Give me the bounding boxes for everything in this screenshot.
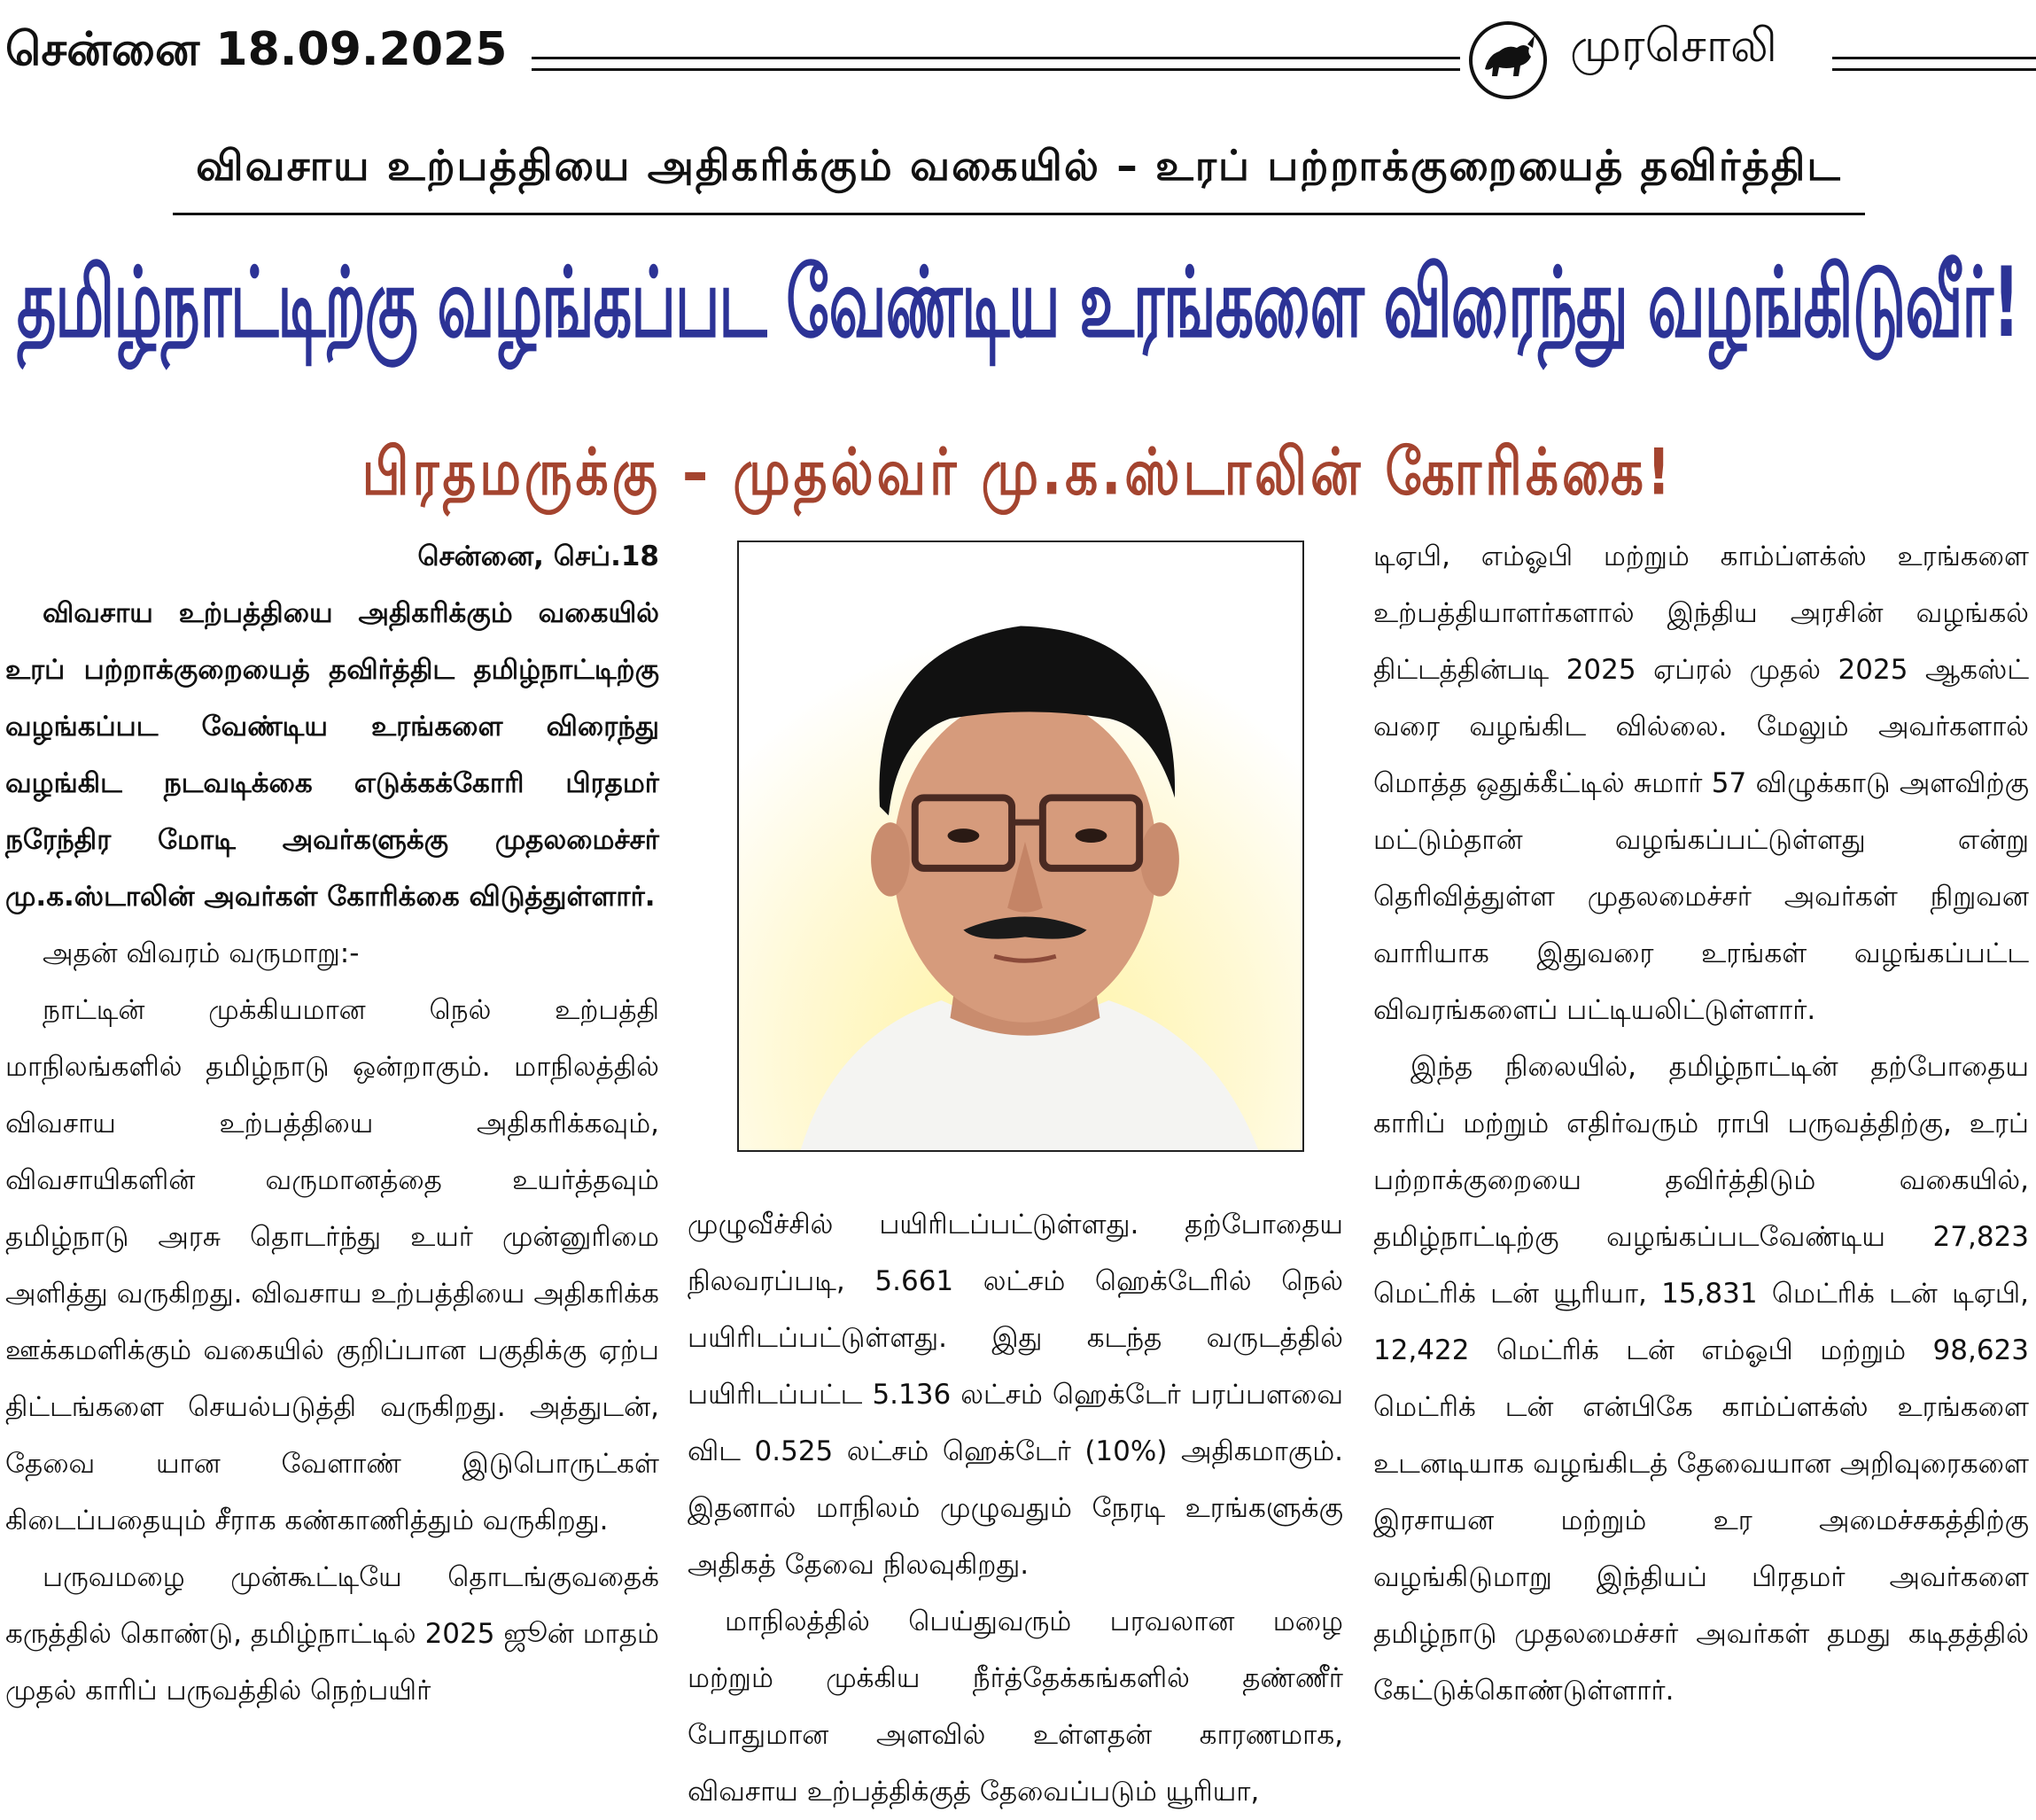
body-paragraph: நாட்டின் முக்கியமான நெல் உற்பத்தி மாநிலங்களில் தமிழ்நாடு ஒன்றாகும். மாநிலத்தில் விவசாய உற்பத்தியை அதிகரிக்கவும், விவசாயிகளின் வருமானத்தை உயர்த்தவும் தமிழ்நாடு அரசு தொடர்ந்து உயர் முன்னுரிமை அளித்து வருகிறது. விவசாய உற்பத்தியை அதிகரிக்க ஊக்கமளிக்கும் வகையில் குறிப்பான பகுதிக்கு ஏற்ப திட்டங்களை செயல்படுத்தி வருகிறது. அத்துடன், தேவை யான வேளாண் இடுபொருட்கள் கிடைப்பதையும் சீராக கண்காணித்தும் வருகிறது. — [5, 994, 659, 1536]
newspaper-name: முரசொலி — [1570, 19, 1777, 73]
article-column-left — [5, 528, 659, 1719]
body-paragraph: முழுவீச்சில் பயிரிடப்பட்டுள்ளது. தற்போதைய நிலவரப்படி, 5.661 லட்சம் ஹெக்டேரில் நெல் பயிரிடப்பட்டுள்ளது. இது கடந்த வருடத்தில் பயிரிடப்பட்ட 5.136 லட்சம் ஹெக்டேர் பரப்பளவை விட 0.525 லட்சம் ஹெக்டேர் (10%) அதிகமாகும். இதனால் மாநிலம் முழுவதும் நேரடி உரங்களுக்கு அதிகத் தேவை நிலவுகிறது. — [688, 1209, 1343, 1581]
body-paragraph: இந்த நிலையில், தமிழ்நாட்டின் தற்போதைய காரிப் மற்றும் எதிர்வரும் ராபி பருவத்திற்கு, உரப் பற்றாக்குறையை தவிர்த்திடும் வகையில், தமிழ்நாட்டிற்கு வழங்கப்படவேண்டிய 27,823 மெட்ரிக் டன் யூரியா, 15,831 மெட்ரிக் டன் டிஏபி, 12,422 மெட்ரிக் டன் எம்ஓபி மற்றும் 98,623 மெட்ரிக் டன் என்பிகே காம்ப்ளக்ஸ் உரங்களை உடனடியாக வழங்கிடத் தேவையான அறிவுரைகளை இரசாயன மற்றும் உர அமைச்சகத்திற்கு வழங்கிடுமாறு இந்தியப் பிரதமர் அவர்களை தமிழ்நாடு முதலமைச்சர் அவர்கள் தமது கடிதத்தில் கேட்டுக்கொண்டுள்ளார். — [1373, 1051, 2029, 1707]
lead-paragraph: விவசாய உற்பத்தியை அதிகரிக்கும் வகையில் உரப் பற்றாக்குறையைத் தவிர்த்திட தமிழ்நாட்டிற்கு வழங்கப்பட வேண்டிய உரங்களை விரைந்து வழங்கிட நடவடிக்கை எடுக்கக்கோரி பிரதமர் நரேந்திர மோடி அவர்களுக்கு முதலமைச்சர் மு.க.ஸ்டாலின் அவர்கள் கோரிக்கை விடுத்துள்ளார். — [5, 597, 659, 913]
masthead-rule-right — [1832, 57, 2036, 71]
portrait-photo-icon — [737, 541, 1304, 1152]
body-paragraph: டிஏபி, எம்ஓபி மற்றும் காம்ப்ளக்ஸ் உரங்களை உற்பத்தியாளர்களால் இந்திய அரசின் வழங்கல் திட்டத்தின்படி 2025 ஏப்ரல் முதல் 2025 ஆகஸ்ட் வரை வழங்கிட வில்லை. மேலும் அவர்களால் மொத்த ஒதுக்கீட்டில் சுமார் 57 விழுக்காடு அளவிற்கு மட்டும்தான் வழங்கப்பட்டுள்ளது என்று தெரிவித்துள்ள முதலமைச்சர் அவர்கள் நிறுவன வாரியாக இதுவரை உரங்கள் வழங்கப்பட்ட விவரங்களைப் பட்டியலிட்டுள்ளார். — [1373, 541, 2029, 1026]
body-paragraph: மாநிலத்தில் பெய்துவரும் பரவலான மழை மற்றும் முக்கிய நீர்த்தேக்கங்களில் தண்ணீர் போதுமான அளவில் உள்ளதன் காரணமாக, விவசாய உற்பத்திக்குத் தேவைப்படும் யூரியா, — [688, 1606, 1343, 1808]
article-column-right — [1373, 528, 2029, 1719]
body-paragraph: அதன் விவரம் வருமாறு:- — [43, 937, 360, 969]
dateline: சென்னை, செப்.18 — [417, 541, 659, 572]
masthead-date: சென்னை 18.09.2025 — [5, 23, 508, 76]
lion-emblem-icon — [1469, 21, 1547, 99]
sub-headline: பிரதமருக்கு – முதல்வர் மு.க.ஸ்டாலின் கோரிக்கை! — [361, 434, 1675, 509]
main-headline: தமிழ்நாட்டிற்கு வழங்கப்பட வேண்டிய உரங்களை விரைந்து வழங்கிடுவீர்! — [17, 248, 2019, 361]
kicker-headline: விவசாய உற்பத்தியை அதிகரிக்கும் வகையில் – உரப் பற்றாக்குறையைத் தவிர்த்திட — [173, 142, 1865, 215]
masthead — [0, 9, 2036, 102]
masthead-rule-left — [532, 57, 1460, 71]
article-column-middle — [688, 1196, 1343, 1820]
body-paragraph: பருவமழை முன்கூட்டியே தொடங்குவதைக் கருத்தில் கொண்டு, தமிழ்நாட்டில் 2025 ஜூன் மாதம் முதல் காரிப் பருவத்தில் நெற்பயிர் — [5, 1561, 659, 1707]
